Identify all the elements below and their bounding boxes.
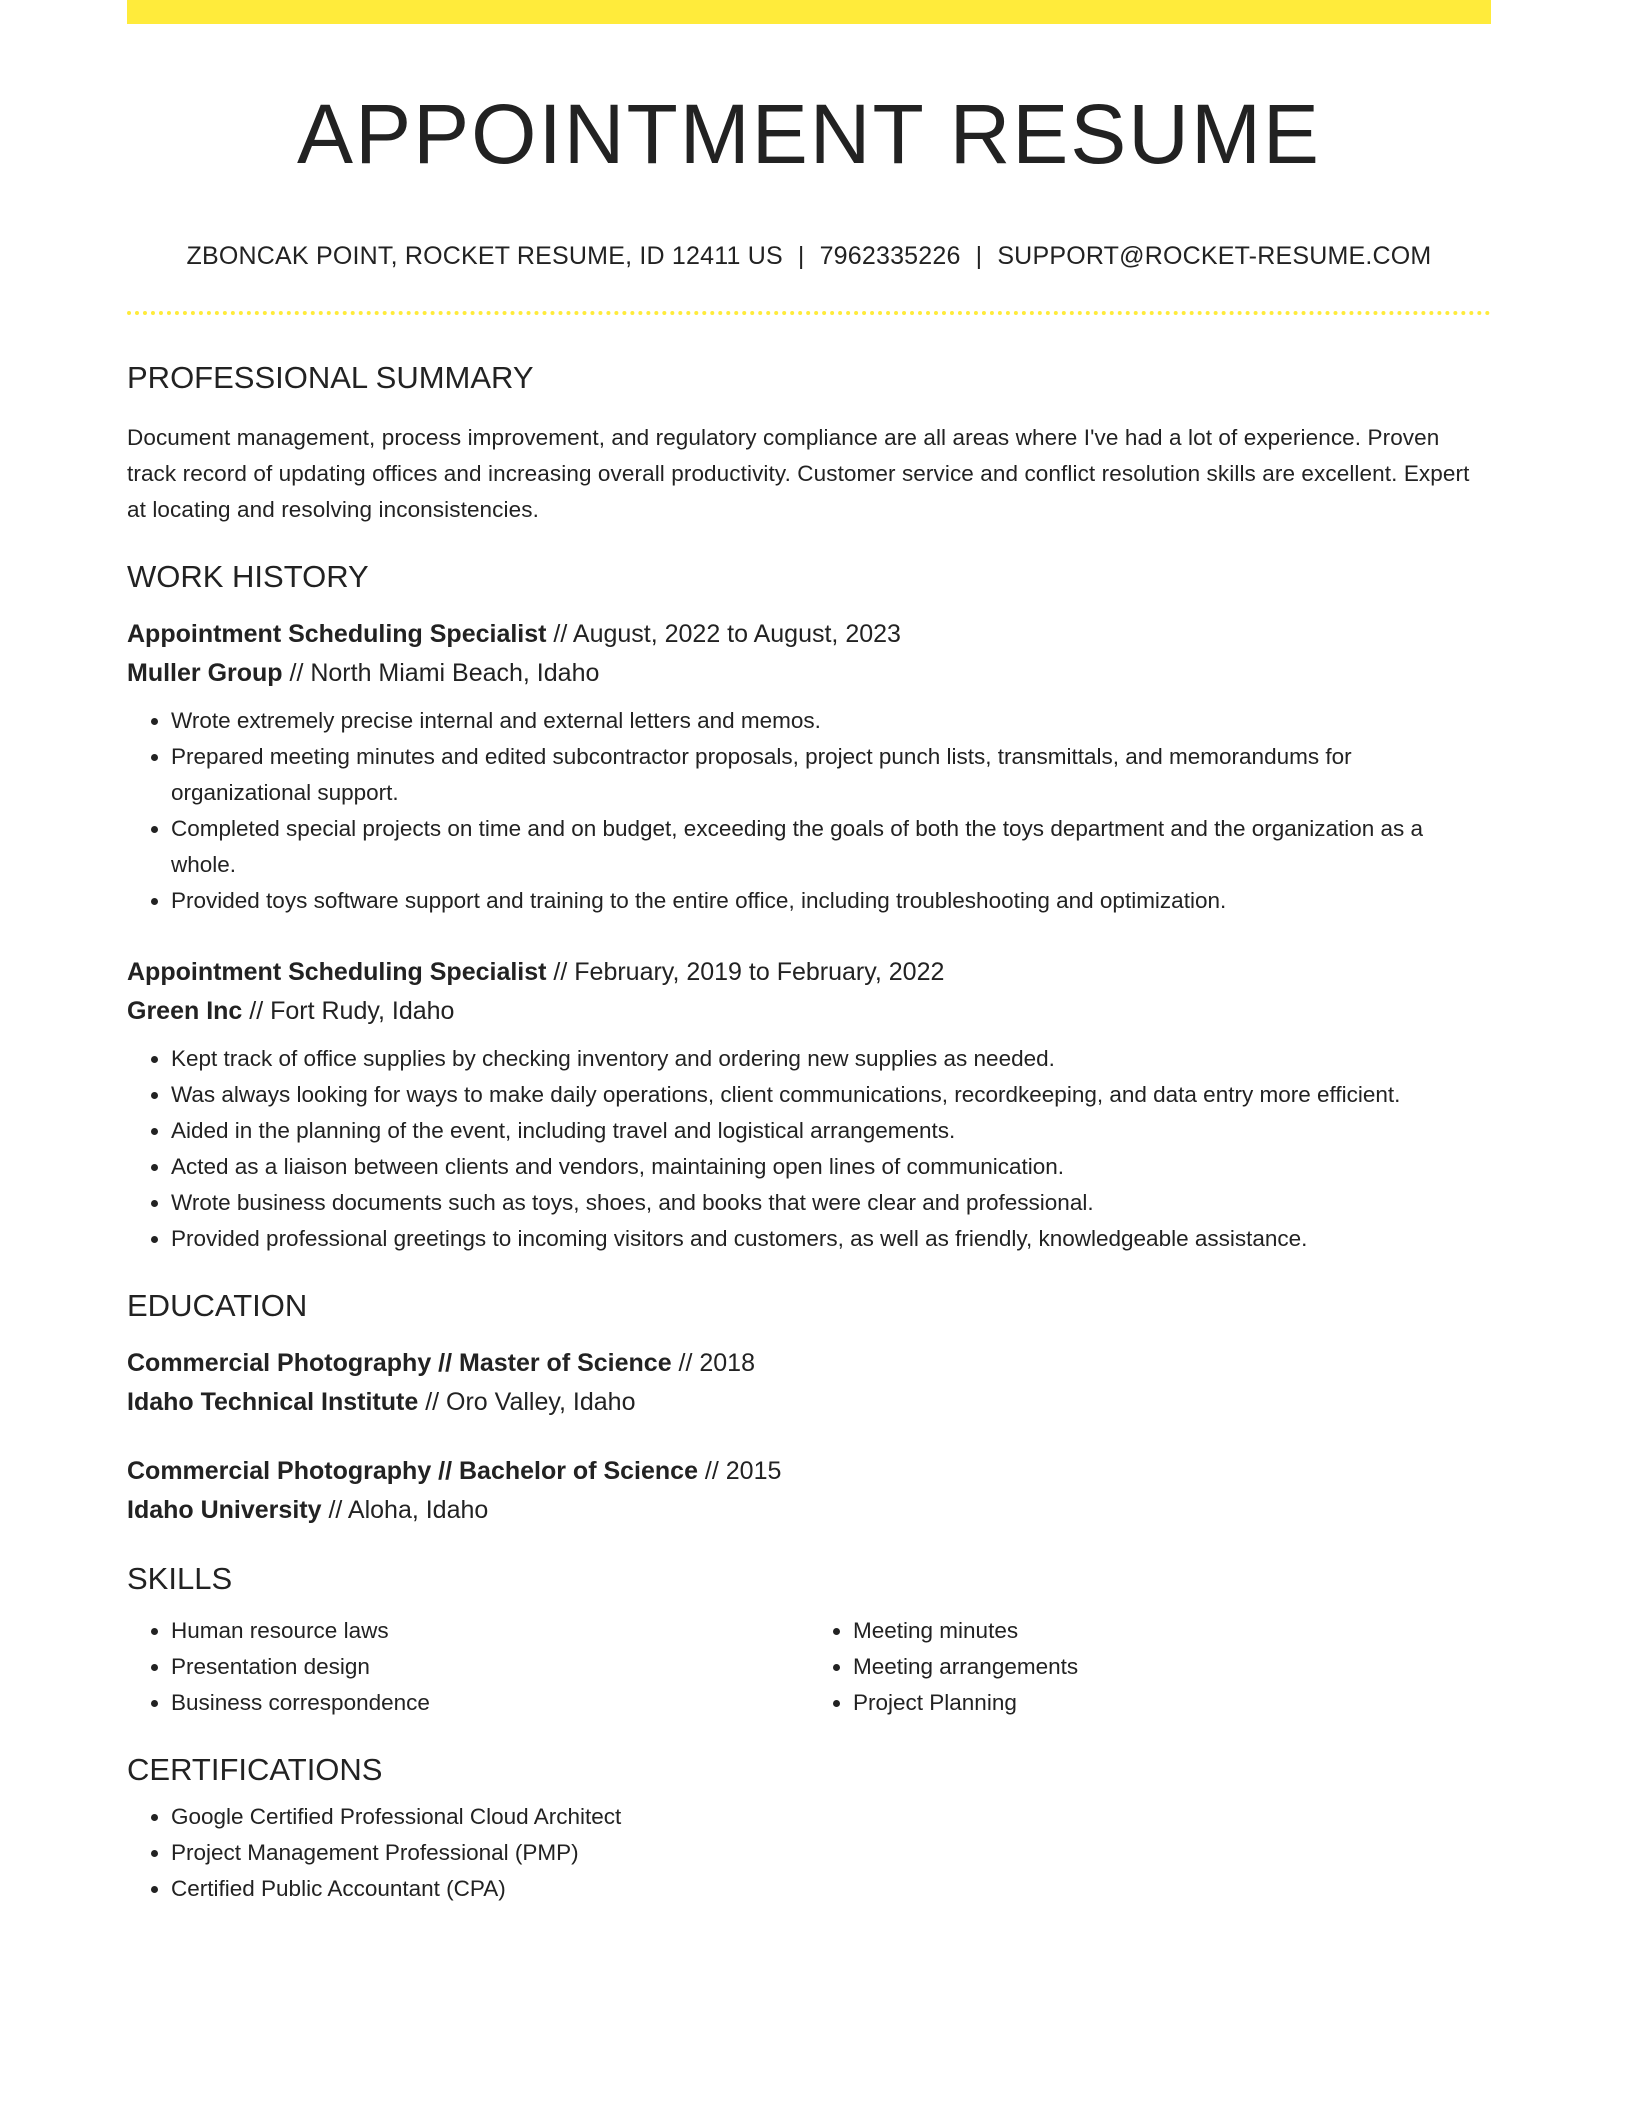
job-bullet: • Completed special projects on time and on budget, exceeding the goals of both the toys department and the organization as a whole. xyxy=(171,811,1491,883)
job-bullets xyxy=(127,1041,1491,1257)
skills-heading: SKILLS xyxy=(127,1561,233,1597)
job-company-line xyxy=(127,992,1491,1031)
job-bullet: • Kept track of office supplies by checking inventory and ordering new supplies as needed. xyxy=(171,1041,1491,1077)
certification-item: • Project Management Professional (PMP) xyxy=(171,1835,1491,1871)
job-bullet: • Provided toys software support and training to the entire office, including troubleshooting and optimization. xyxy=(171,883,1491,919)
contact-phone: 7962335226 xyxy=(819,241,961,270)
job-bullet: • Wrote extremely precise internal and external letters and memos. xyxy=(171,703,1491,739)
education-entry xyxy=(127,1344,1491,1422)
job-title-line xyxy=(127,953,1491,992)
job-dates: // August, 2022 to August, 2023 xyxy=(546,619,901,648)
education-heading: EDUCATION xyxy=(127,1287,308,1323)
job-location: // Fort Rudy, Idaho xyxy=(242,996,455,1025)
certification-item: • Google Certified Professional Cloud Architect xyxy=(171,1799,1491,1835)
contact-line xyxy=(127,241,1491,271)
skill-item: • Business correspondence xyxy=(171,1685,809,1721)
job-bullet: • Wrote business documents such as toys, shoes, and books that were clear and professional. xyxy=(171,1185,1491,1221)
summary-heading: PROFESSIONAL SUMMARY xyxy=(127,359,534,395)
education-school-line xyxy=(127,1383,1491,1422)
job-title: Appointment Scheduling Specialist xyxy=(127,957,547,986)
dotted-divider xyxy=(127,311,1491,315)
job-bullet: • Was always looking for ways to make daily operations, client communications, recordkeeping, and data entry more efficient. xyxy=(171,1077,1491,1113)
accent-bar xyxy=(127,0,1491,24)
education-year: // 2018 xyxy=(671,1349,755,1378)
job-company: Muller Group xyxy=(127,658,283,687)
skills-list-left xyxy=(127,1613,809,1721)
job-dates: // February, 2019 to February, 2022 xyxy=(546,957,945,986)
resume-page xyxy=(127,0,1491,1907)
education-degree: Commercial Photography // Master of Science xyxy=(127,1349,672,1378)
job-entry xyxy=(127,615,1491,919)
education-degree-line xyxy=(127,1452,1491,1491)
education-entry xyxy=(127,1452,1491,1530)
contact-address: ZBONCAK POINT, ROCKET RESUME, ID 12411 US xyxy=(186,241,783,270)
skill-item: • Presentation design xyxy=(171,1649,809,1685)
contact-separator: | xyxy=(797,241,805,270)
work-history-heading: WORK HISTORY xyxy=(127,558,369,594)
education-degree: Commercial Photography // Bachelor of Science xyxy=(127,1457,698,1486)
job-bullet: • Acted as a liaison between clients and vendors, maintaining open lines of communication. xyxy=(171,1149,1491,1185)
skill-item: • Project Planning xyxy=(853,1685,1491,1721)
education-school: Idaho University xyxy=(127,1496,322,1525)
skills-list-right xyxy=(809,1613,1491,1721)
skill-item: • Meeting arrangements xyxy=(853,1649,1491,1685)
job-bullet: • Aided in the planning of the event, including travel and logistical arrangements. xyxy=(171,1113,1491,1149)
education-school-line xyxy=(127,1491,1491,1530)
job-location: // North Miami Beach, Idaho xyxy=(282,658,600,687)
job-title: Appointment Scheduling Specialist xyxy=(127,619,547,648)
skill-item: • Human resource laws xyxy=(171,1613,809,1649)
job-company-line xyxy=(127,654,1491,693)
certifications-heading: CERTIFICATIONS xyxy=(127,1752,383,1788)
education-location: // Oro Valley, Idaho xyxy=(418,1388,636,1417)
skills-grid xyxy=(127,1613,1491,1721)
education-degree-line xyxy=(127,1344,1491,1383)
education-school: Idaho Technical Institute xyxy=(127,1388,419,1417)
education-year: // 2015 xyxy=(697,1457,782,1486)
certification-item: • Certified Public Accountant (CPA) xyxy=(171,1871,1491,1907)
education-location: // Aloha, Idaho xyxy=(321,1496,489,1525)
job-company: Green Inc xyxy=(127,996,243,1025)
contact-separator: | xyxy=(975,241,983,270)
job-bullets xyxy=(127,703,1491,919)
job-title-line xyxy=(127,615,1491,654)
contact-email: SUPPORT@ROCKET-RESUME.COM xyxy=(997,241,1432,270)
job-bullet: • Prepared meeting minutes and edited subcontractor proposals, project punch lists, transmittals, and memorandums for organizational support. xyxy=(171,739,1491,811)
certifications-list xyxy=(127,1799,1491,1907)
job-entry xyxy=(127,953,1491,1257)
skill-item: • Meeting minutes xyxy=(853,1613,1491,1649)
resume-title: APPOINTMENT RESUME xyxy=(297,87,1321,181)
job-bullet: • Provided professional greetings to incoming visitors and customers, as well as friendly, knowledgeable assistance. xyxy=(171,1221,1491,1257)
summary-text: Document management, process improvement, and regulatory compliance are all areas where I've had a lot of experience. Proven track record of updating offices and increasing overall productivity. Customer service and conflict resolution skills are excellent. Expert at locating and resolving inconsistencies. xyxy=(127,424,1470,522)
